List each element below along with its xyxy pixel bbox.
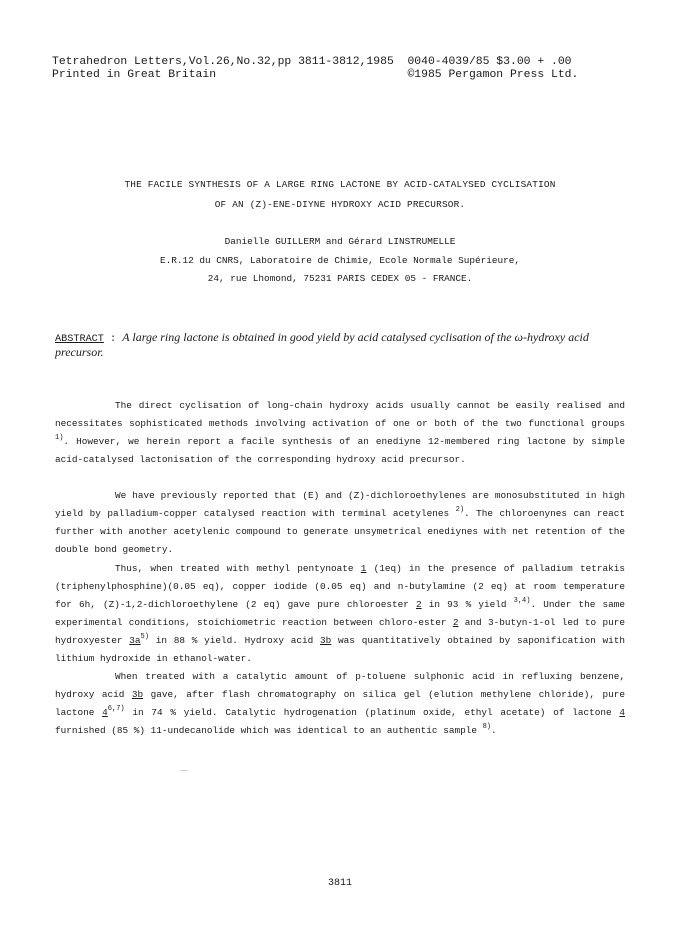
journal-citation-line: Tetrahedron Letters,Vol.26,No.32,pp 3811-3812,1985 0040-4039/85 $3.00 + .00	[52, 56, 572, 68]
printing-copyright-line: Printed in Great Britain ©1985 Pergamon Press Ltd.	[52, 69, 579, 81]
p1-text-a: The direct cyclisation of long-chain hydroxy acids usually cannot be easily realised and necessitates sophisticated methods involving activation of one or both of the two functional groups	[55, 400, 625, 429]
paragraph-2	[55, 487, 625, 559]
abstract	[55, 331, 625, 361]
p2-text-a: We have previously reported that (E) and (Z)-dichloroethylenes are monosubstituted in high yield by palladium-copper catalysed reaction with terminal acetylenes	[55, 490, 625, 519]
abstract-separator: :	[103, 334, 123, 345]
p4-text-c: in 74 % yield. Catalytic hydrogenation (platinum oxide, ethyl acetate) of lactone	[124, 707, 620, 718]
p3-text-g: was quantitatively obtained by saponification with lithium hydroxide in ethanol-water.	[55, 635, 626, 664]
p3-text-d: . Under the same experimental conditions, stoichiometric reaction between chloro-ester	[55, 599, 626, 628]
p3-text-f: in 88 % yield. Hydroxy acid	[148, 635, 321, 646]
p3-text-e: and 3-butyn-1-ol led to pure hydroxyester	[55, 617, 625, 646]
p4-ref: 6,7)	[107, 705, 125, 713]
compound-label: 3a	[129, 635, 141, 646]
compound-label: 1	[360, 563, 367, 574]
compound-label: 2	[452, 617, 459, 628]
compound-label: 4	[102, 707, 108, 718]
p3-text-b: (1eq) in the presence of palladium tetrakis (triphenylphosphine)(0.05 eq), copper iodide (0.05 eq) and n-butylamine (2 eq) at room temperature for 6h, (Z)-1,2-dichloroethylene (2 eq) gave pure chloroester	[55, 563, 625, 610]
compound-label: 3b	[131, 689, 144, 700]
p3-ref: 5)	[140, 633, 149, 641]
p1-ref: 1)	[55, 434, 64, 442]
affiliation-line-2: 24, rue Lhomond, 75231 PARIS CEDEX 05 - FRANCE.	[207, 273, 473, 284]
p4-text-d: furnished (85 %) 11-undecanolide which was identical to an authentic sample	[55, 725, 483, 736]
p4-text-e: .	[490, 725, 497, 736]
paragraph-3	[55, 560, 625, 668]
p4-text-b: gave, after flash chromatography on silica gel (elution methylene chloride), pure lactone	[55, 689, 625, 718]
abstract-text: A large ring lactone is obtained in good yield by acid catalysed cyclisation of the ω-hydroxy acid precursor.	[55, 330, 589, 359]
p4-text-a: When treated with a catalytic amount of p-toluene sulphonic acid in refluxing benzene, hydroxy acid	[55, 671, 625, 700]
abstract-label: ABSTRACT	[55, 334, 104, 345]
paragraph-4	[55, 668, 625, 740]
affiliation-line-1: E.R.12 du CNRS, Laboratoire de Chimie, Ecole Normale Supérieure,	[159, 255, 521, 266]
article-title-line-2: OF AN (Z)-ENE-DIYNE HYDROXY ACID PRECURSOR.	[214, 199, 466, 210]
page-number: 3811	[327, 878, 352, 889]
p1-text-b: . However, we herein report a facile synthesis of an enediyne 12-membered ring lactone by simple acid-catalysed lactonisation of the corresponding hydroxy acid precursor.	[55, 436, 625, 465]
p3-ref: 3,4)	[513, 597, 531, 605]
p3-text-a: Thus, when treated with methyl pentynoate	[115, 563, 361, 574]
p2-text-b: . The chloroenynes can react further with another acetylenic compound to generate unsymetrical enediynes with net retention of the double bond geometry.	[55, 508, 625, 555]
compound-label: 4	[619, 707, 626, 718]
p3-text-c: in 93 % yield	[421, 599, 514, 610]
article-title-line-1: THE FACILE SYNTHESIS OF A LARGE RING LACTONE BY ACID-CATALYSED CYCLISATION	[124, 179, 556, 190]
authors: Danielle GUILLERM and Gérard LINSTRUMELLE	[224, 236, 456, 247]
paragraph-1	[55, 397, 625, 469]
p4-ref: 8)	[482, 723, 491, 731]
compound-label: 3b	[320, 635, 332, 646]
scan-artifact	[180, 770, 188, 771]
compound-label: 2	[415, 599, 422, 610]
p2-ref: 2)	[455, 506, 465, 514]
